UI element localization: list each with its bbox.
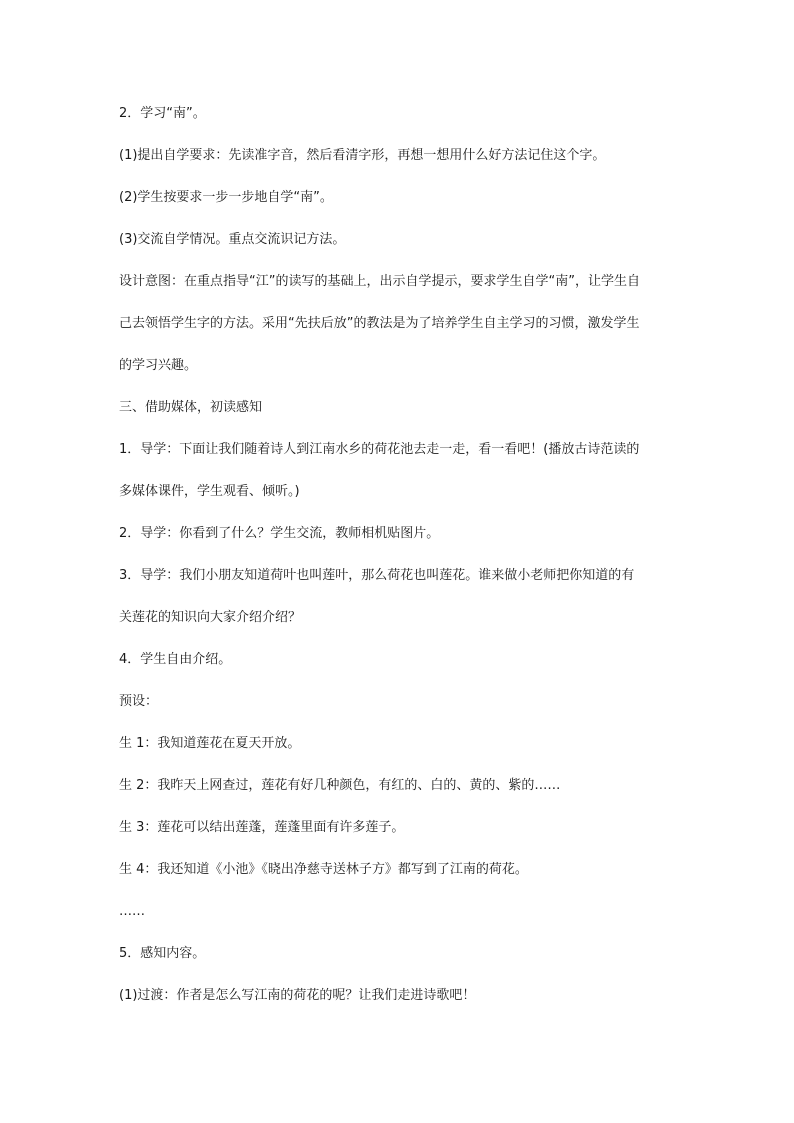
text-line: (1)过渡：作者是怎么写江南的荷花的呢？让我们走进诗歌吧！ bbox=[119, 988, 476, 1003]
paragraph-step-2-1 bbox=[119, 146, 679, 166]
section-heading-3 bbox=[119, 398, 679, 418]
text-line: 生 1：我知道莲花在夏天开放。 bbox=[119, 736, 301, 751]
text-line: (3)交流自学情况。重点交流识记方法。 bbox=[119, 232, 346, 247]
paragraph-guide-3 bbox=[119, 566, 679, 628]
paragraph-step-5 bbox=[119, 944, 679, 964]
text-line: (2)学生按要求一步一步地自学“南”。 bbox=[119, 190, 333, 205]
text-line: 生 3：莲花可以结出莲蓬，莲蓬里面有许多莲子。 bbox=[119, 820, 405, 835]
paragraph-student-4 bbox=[119, 860, 679, 880]
text-line: …… bbox=[119, 904, 145, 919]
text-line: (1)提出自学要求：先读准字音，然后看清字形，再想一想用什么好方法记住这个字。 bbox=[119, 148, 606, 163]
paragraph-step-2-heading bbox=[119, 104, 679, 124]
paragraph-step-2-2 bbox=[119, 188, 679, 208]
text-line: 的学习兴趣。 bbox=[119, 358, 198, 373]
text-line: 预设： bbox=[119, 694, 159, 709]
document-body bbox=[119, 104, 679, 1028]
text-line: 生 2：我昨天上网查过，莲花有好几种颜色，有红的、白的、黄的、紫的…… bbox=[119, 778, 561, 793]
text-line: 5．感知内容。 bbox=[119, 946, 206, 961]
text-line: 己去领悟学生字的方法。采用“先扶后放”的教法是为了培养学生自主学习的习惯，激发学生 bbox=[119, 316, 640, 331]
paragraph-design-intent bbox=[119, 272, 679, 376]
paragraph-guide-2 bbox=[119, 524, 679, 544]
paragraph-step-4 bbox=[119, 650, 679, 670]
paragraph-student-3 bbox=[119, 818, 679, 838]
paragraph-student-1 bbox=[119, 734, 679, 754]
paragraph-guide-1 bbox=[119, 440, 679, 502]
text-line: 1．导学：下面让我们随着诗人到江南水乡的荷花池去走一走，看一看吧！(播放古诗范读的 bbox=[119, 442, 640, 457]
paragraph-student-2 bbox=[119, 776, 679, 796]
text-line: 三、借助媒体，初读感知 bbox=[119, 400, 263, 415]
text-line: 生 4：我还知道《小池》《晓出净慈寺送林子方》都写到了江南的荷花。 bbox=[119, 862, 528, 877]
paragraph-step-2-3 bbox=[119, 230, 679, 250]
paragraph-preset bbox=[119, 692, 679, 712]
text-line: 多媒体课件，学生观看、倾听。) bbox=[119, 484, 300, 499]
paragraph-step-5-1 bbox=[119, 986, 679, 1006]
text-line: 关莲花的知识向大家介绍介绍？ bbox=[119, 610, 302, 625]
text-line: 2．导学：你看到了什么？学生交流，教师相机贴图片。 bbox=[119, 526, 440, 541]
paragraph-ellipsis bbox=[119, 902, 679, 922]
text-line: 4．学生自由介绍。 bbox=[119, 652, 232, 667]
text-line: 2．学习“南”。 bbox=[119, 106, 206, 121]
text-line: 设计意图：在重点指导“江”的读写的基础上，出示自学提示，要求学生自学“南”，让学生自 bbox=[119, 274, 640, 289]
text-line: 3．导学：我们小朋友知道荷叶也叫莲叶，那么荷花也叫莲花。谁来做小老师把你知道的有 bbox=[119, 568, 635, 583]
